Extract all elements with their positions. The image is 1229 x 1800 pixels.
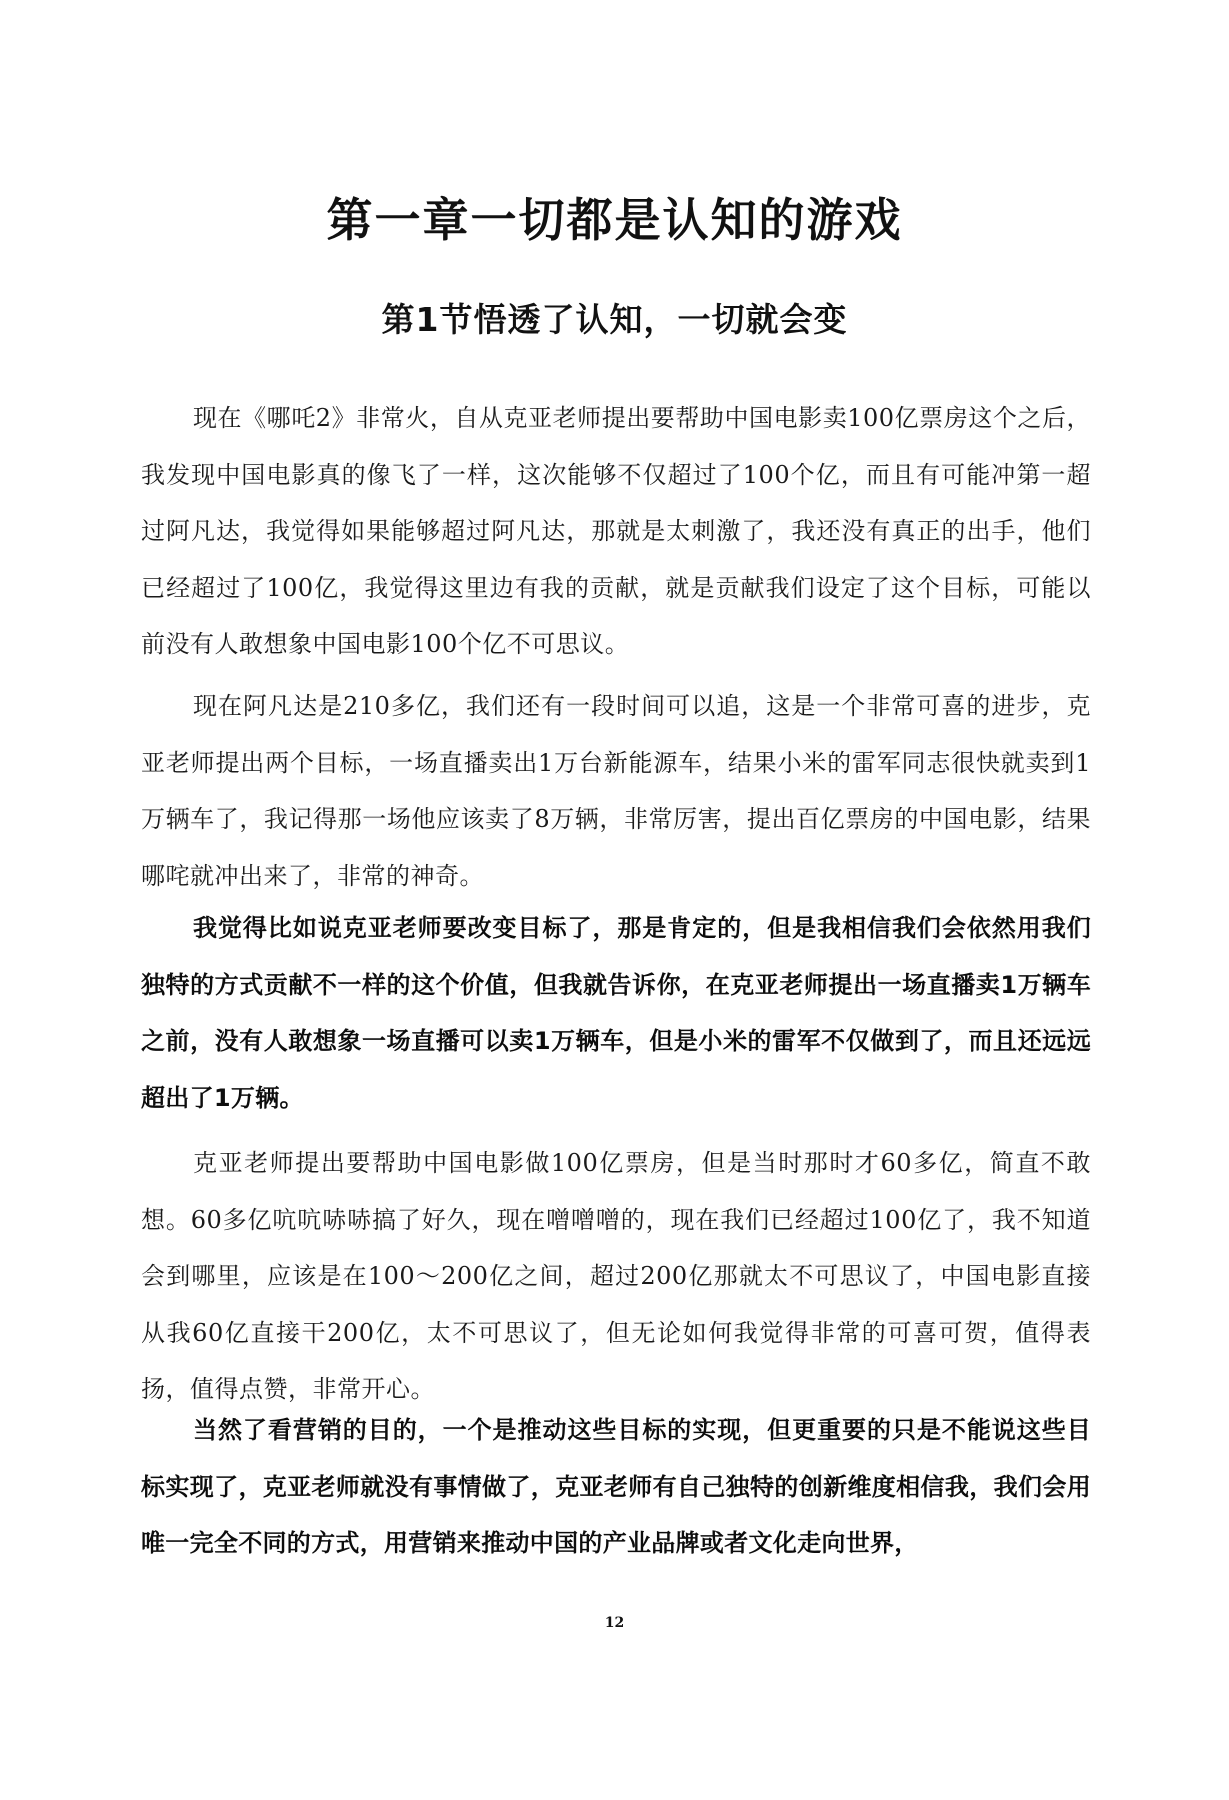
page-number: 12 — [604, 1615, 625, 1631]
paragraph-1: 现在《哪吒2》非常火，自从克亚老师提出要帮助中国电影卖100亿票房这个之后，我发现中国电影真的像飞了一样，这次能够不仅超过了100个亿，而且有可能冲第一超过阿凡达，我觉得如果能够超过阿凡达，那就是太刺激了，我还没有真正的出手，他们已经超过了100亿，我觉得这里边有我的贡献，就是贡献我们设定了这个目标，可能以前没有人敢想象中国电影100个亿不可思议。 — [141, 404, 1091, 658]
paragraph-5-bold: 当然了看营销的目的，一个是推动这些目标的实现，但更重要的只是不能说这些目标实现了，克亚老师就没有事情做了，克亚老师有自己独特的创新维度相信我，我们会用唯一完全不同的方式，用营销来推动中国的产业品牌或者文化走向世界， — [141, 1416, 1091, 1557]
paragraph-3-bold: 我觉得比如说克亚老师要改变目标了，那是肯定的，但是我相信我们会依然用我们独特的方式贡献不一样的这个价值，但我就告诉你，在克亚老师提出一场直播卖1万辆车之前，没有人敢想象一场直播可以卖1万辆车，但是小米的雷军不仅做到了，而且还远远超出了1万辆。 — [141, 914, 1091, 1112]
chapter-title: 第一章一切都是认知的游戏 — [326, 193, 903, 247]
section-title: 第1节悟透了认知，一切就会变 — [381, 300, 848, 339]
paragraph-4: 克亚老师提出要帮助中国电影做100亿票房，但是当时那时才60多亿，简直不敢想。60多亿吭吭哧哧搞了好久，现在噌噌噌的，现在我们已经超过100亿了，我不知道会到哪里，应该是在100～200亿之间，超过200亿那就太不可思议了，中国电影直接从我60亿直接干200亿，太不可思议了，但无论如何我觉得非常的可喜可贺，值得表扬，值得点赞，非常开心。 — [141, 1149, 1091, 1403]
paragraph-2: 现在阿凡达是210多亿，我们还有一段时间可以追，这是一个非常可喜的进步，克亚老师提出两个目标，一场直播卖出1万台新能源车，结果小米的雷军同志很快就卖到1万辆车了，我记得那一场他应该卖了8万辆，非常厉害，提出百亿票房的中国电影，结果哪咤就冲出来了，非常的神奇。 — [141, 692, 1091, 890]
